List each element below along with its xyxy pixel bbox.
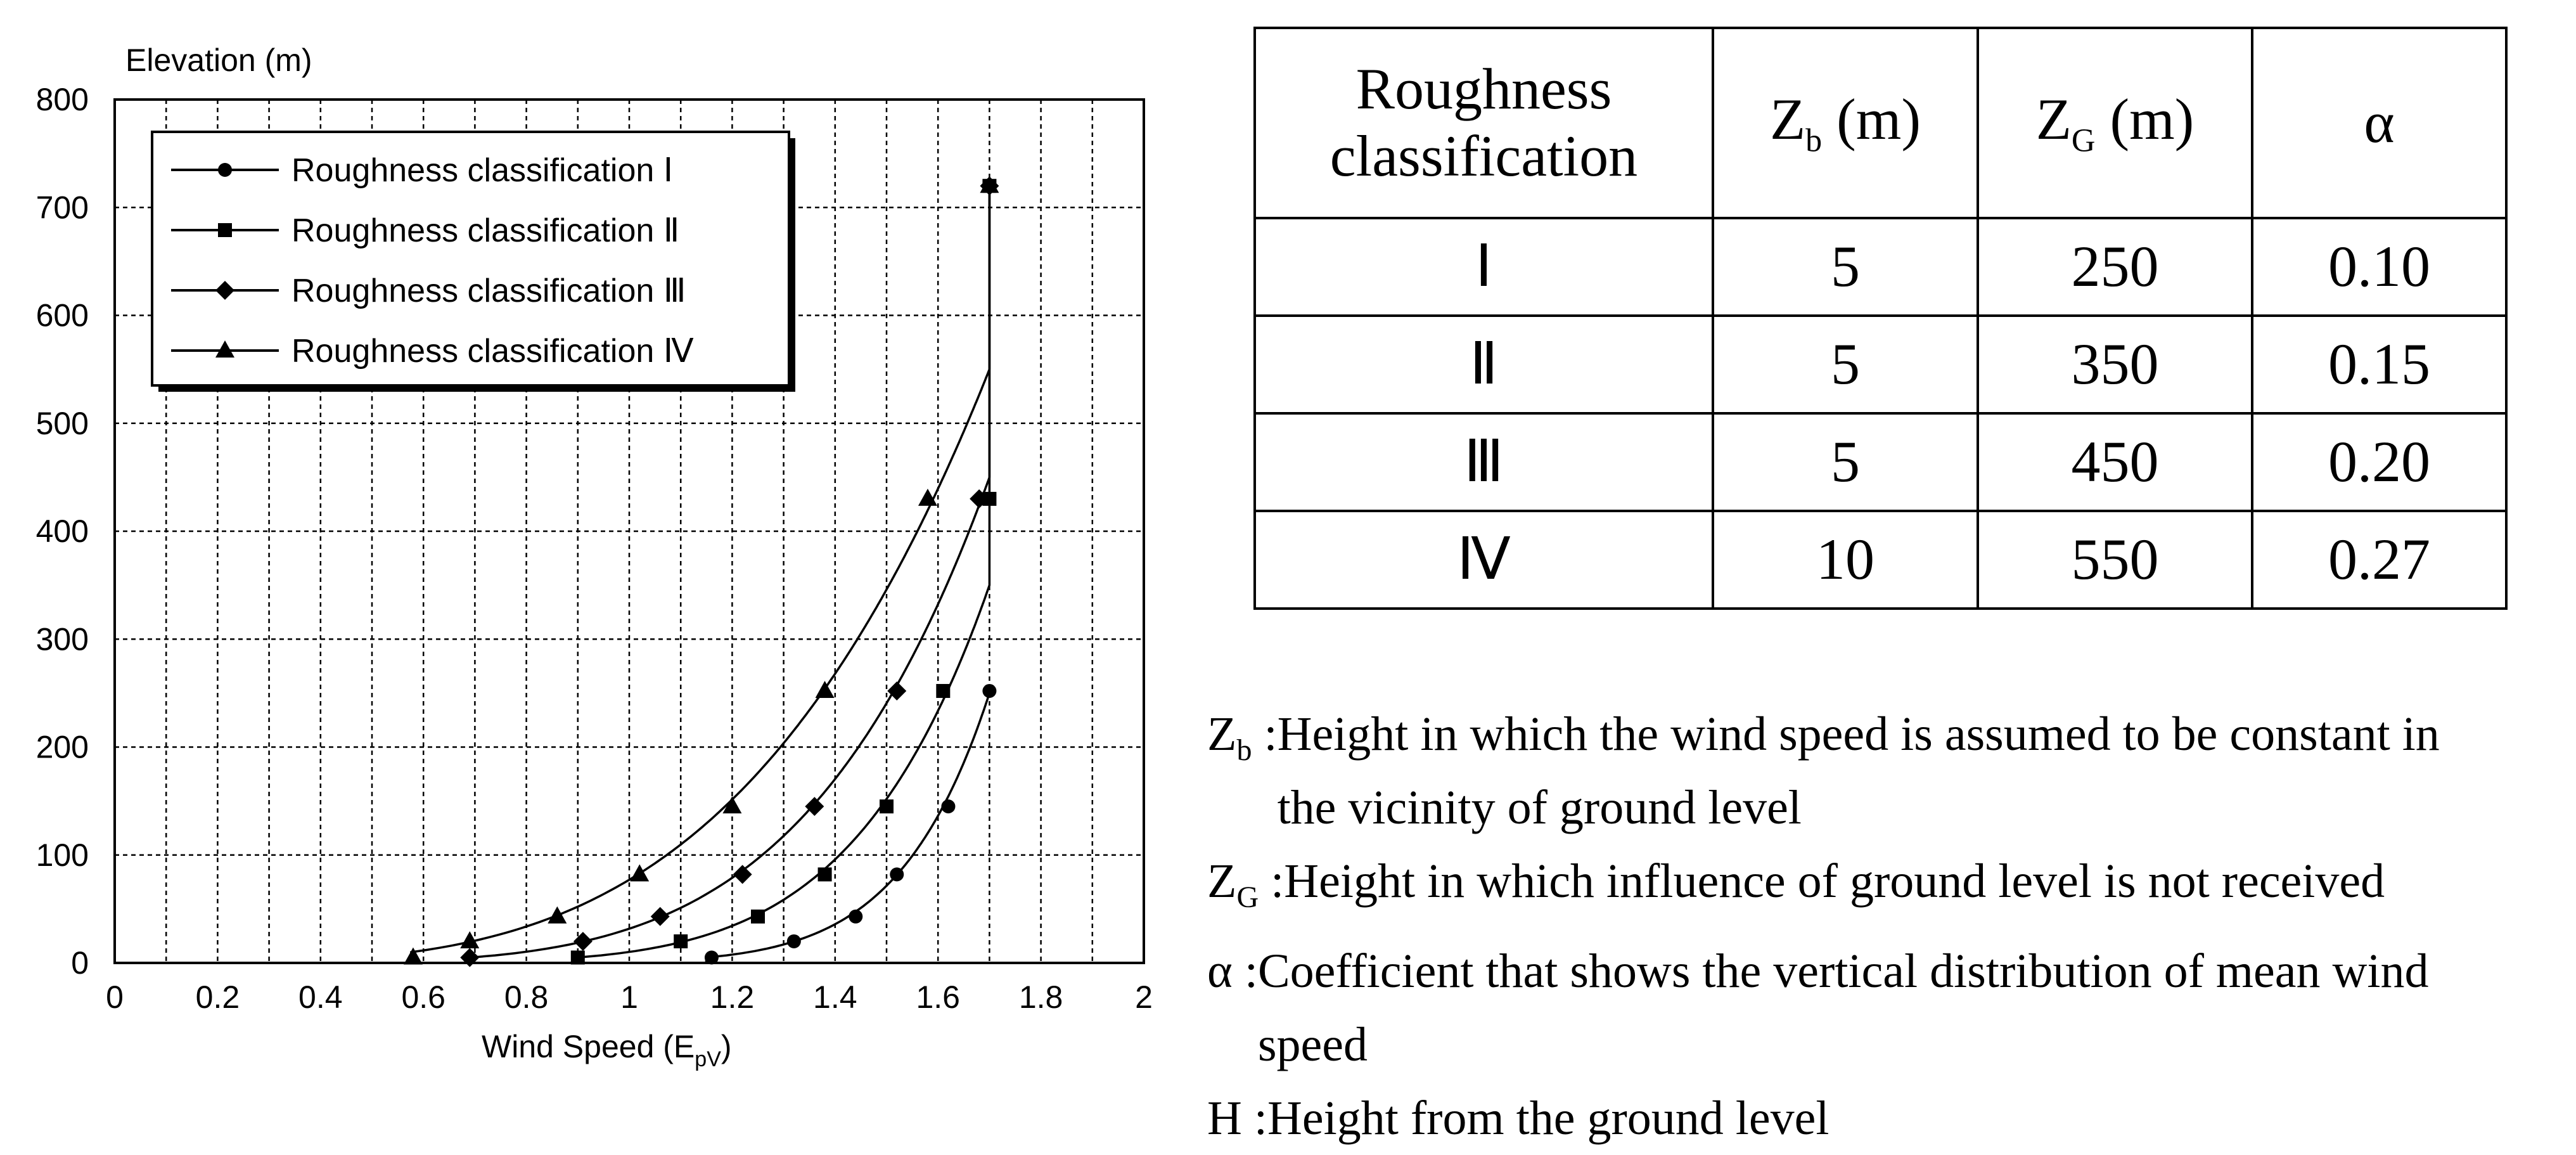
data-point [630,864,649,881]
wind-profile-chart [0,0,1179,1134]
legend-marker-square [218,223,232,237]
header-classification: Roughness classification [1255,28,1713,218]
data-point [733,865,752,884]
x-tick-label: 1.8 [1018,979,1063,1015]
y-tick-label: 300 [35,621,89,657]
definition-text: Height in which the wind speed is assumed to be constant in the vicinity of ground level [1277,707,2440,834]
legend-label: Roughness classification Ⅱ [292,212,680,249]
table-cell: 450 [1978,413,2252,511]
y-tick-label: 0 [71,945,89,981]
table-cell: Ⅱ [1255,316,1713,413]
table-cell: Ⅲ [1255,413,1713,511]
definition-zb: $Z_b$ : Height in which the wind speed is assumed to be constant in the vicinity of ground level [1207,697,2570,844]
x-tick-label: 0 [106,979,124,1015]
table-cell: 0.20 [2252,413,2506,511]
x-axis-label: Wind Speed $(E_{pV})$ [482,1029,732,1071]
x-tick-label: 1.2 [710,979,755,1015]
y-tick-label: 700 [35,190,89,226]
header-zb: $Z_b$ (m) [1713,28,1978,218]
y-tick-label: 400 [35,513,89,549]
table-cell: 0.10 [2252,218,2506,316]
data-point [941,799,955,813]
definition-alpha: α : Coefficient that shows the vertical distribution of mean wind speed [1207,934,2570,1081]
table-cell: 5 [1713,218,1978,316]
definition-h: H : Height from the ground level [1207,1081,2570,1155]
data-point [890,867,904,881]
data-point [982,684,996,698]
legend-label: Roughness classification Ⅳ [292,333,694,370]
data-point [751,910,765,924]
legend-label: Roughness classification Ⅲ [292,273,686,309]
table-row [1255,413,2506,511]
data-point [818,867,832,881]
table-cell: 250 [1978,218,2252,316]
roughness-table [1253,27,2508,610]
header-zg: $Z_G$ (m) [1978,28,2252,218]
x-tick-label: 1 [620,979,638,1015]
definition-text: Coefficient that shows the vertical distribution of mean wind speed [1257,945,2429,1072]
y-tick-label: 200 [35,729,89,765]
legend-marker-circle [218,163,232,177]
data-point [880,799,894,813]
header-alpha: α [2252,28,2506,218]
table-cell: 5 [1713,316,1978,413]
series-line [707,693,990,963]
table-cell: 350 [1978,316,2252,413]
data-point [705,950,719,964]
table-cell: 10 [1713,511,1978,609]
definition-text: Height in which influence of ground level is not received [1284,855,2385,908]
table-row [1255,511,2506,609]
data-point [936,684,950,698]
table-cell: 0.15 [2252,316,2506,413]
data-point [787,934,801,948]
data-point [574,932,593,951]
series-1 [705,684,996,965]
data-point [849,910,862,924]
x-tick-label: 0.8 [504,979,549,1015]
data-point [548,907,567,924]
legend-label: Roughness classification Ⅰ [292,152,674,189]
table-header-row [1255,28,2506,218]
data-point [674,934,688,948]
definitions-list [1207,697,2570,1155]
y-tick-label: 600 [35,297,89,333]
table-cell: Ⅳ [1255,511,1713,609]
y-axis-label: Elevation (m) [125,42,312,78]
data-point [571,950,585,964]
y-tick-label: 100 [35,837,89,873]
x-axis-ticks [106,979,1153,1015]
y-axis-ticks [36,82,89,981]
x-tick-label: 0.2 [195,979,240,1015]
table-row [1255,218,2506,316]
definition-text: Height from the ground level [1267,1092,1829,1145]
data-point [816,681,835,698]
x-tick-label: 0.6 [401,979,445,1015]
table-cell: Ⅰ [1255,218,1713,316]
table-cell: 0.27 [2252,511,2506,609]
x-tick-label: 0.4 [298,979,343,1015]
x-tick-label: 1.6 [916,979,960,1015]
data-point [651,907,670,926]
table-cell: 550 [1978,511,2252,609]
table-cell: 5 [1713,413,1978,511]
x-tick-label: 1.4 [813,979,857,1015]
y-tick-label: 500 [35,405,89,441]
table-row [1255,316,2506,413]
definition-zg: $Z_G$ : Height in which influence of ground level is not received [1207,844,2570,934]
legend [152,132,795,392]
x-tick-label: 2 [1135,979,1153,1015]
data-point [805,797,824,816]
y-tick-label: 800 [35,82,89,117]
